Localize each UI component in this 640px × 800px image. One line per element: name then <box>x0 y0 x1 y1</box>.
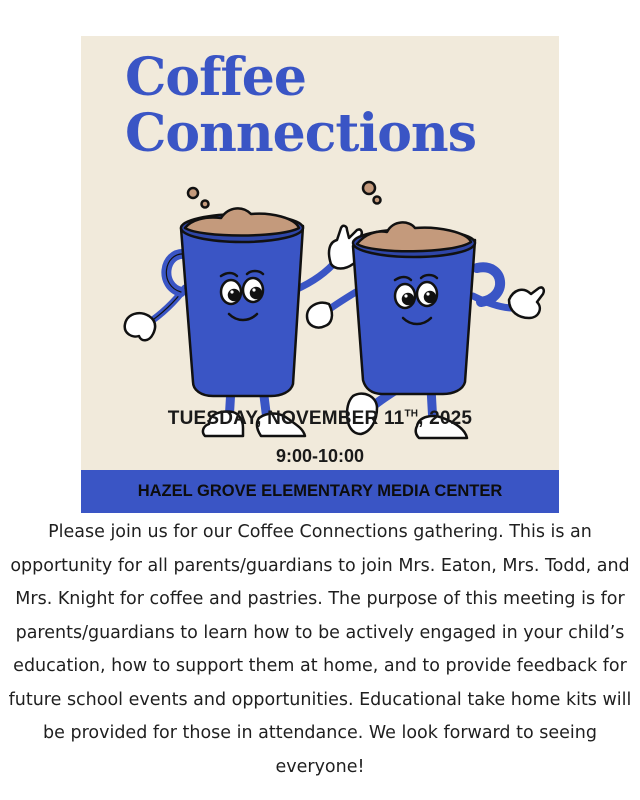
event-date-main: TUESDAY, NOVEMBER 11 <box>167 408 405 429</box>
flyer-title <box>125 47 476 164</box>
event-location: HAZEL GROVE ELEMENTARY MEDIA CENTER <box>137 482 503 500</box>
event-date <box>81 408 559 430</box>
event-time: 9:00-10:00 <box>275 446 365 466</box>
event-description: Please join us for our Coffee Connections gathering. This is an opportunity for all parents/guardians to join Mrs. Eaton, Mrs. Todd, and Mrs. Knight for coffee and pastries. The purpose of this meeting is for parents/guardians to learn how to be actively engaged in your child’s education, how to support them at home, and to provide feedback for future school events and opportunities. Educational take home kits will be provided for those in attendance. We look forward to seeing everyone! <box>8 522 632 777</box>
right-coffee-cup-icon <box>307 182 544 438</box>
title-line-2: Connections <box>125 103 476 164</box>
location-banner <box>81 470 559 513</box>
event-date-year: , 2025 <box>418 408 473 429</box>
coffee-cups-illustration <box>81 176 559 446</box>
event-date-suffix: TH <box>404 408 419 420</box>
title-line-1: Coffee <box>125 47 306 108</box>
event-flyer <box>81 36 559 513</box>
